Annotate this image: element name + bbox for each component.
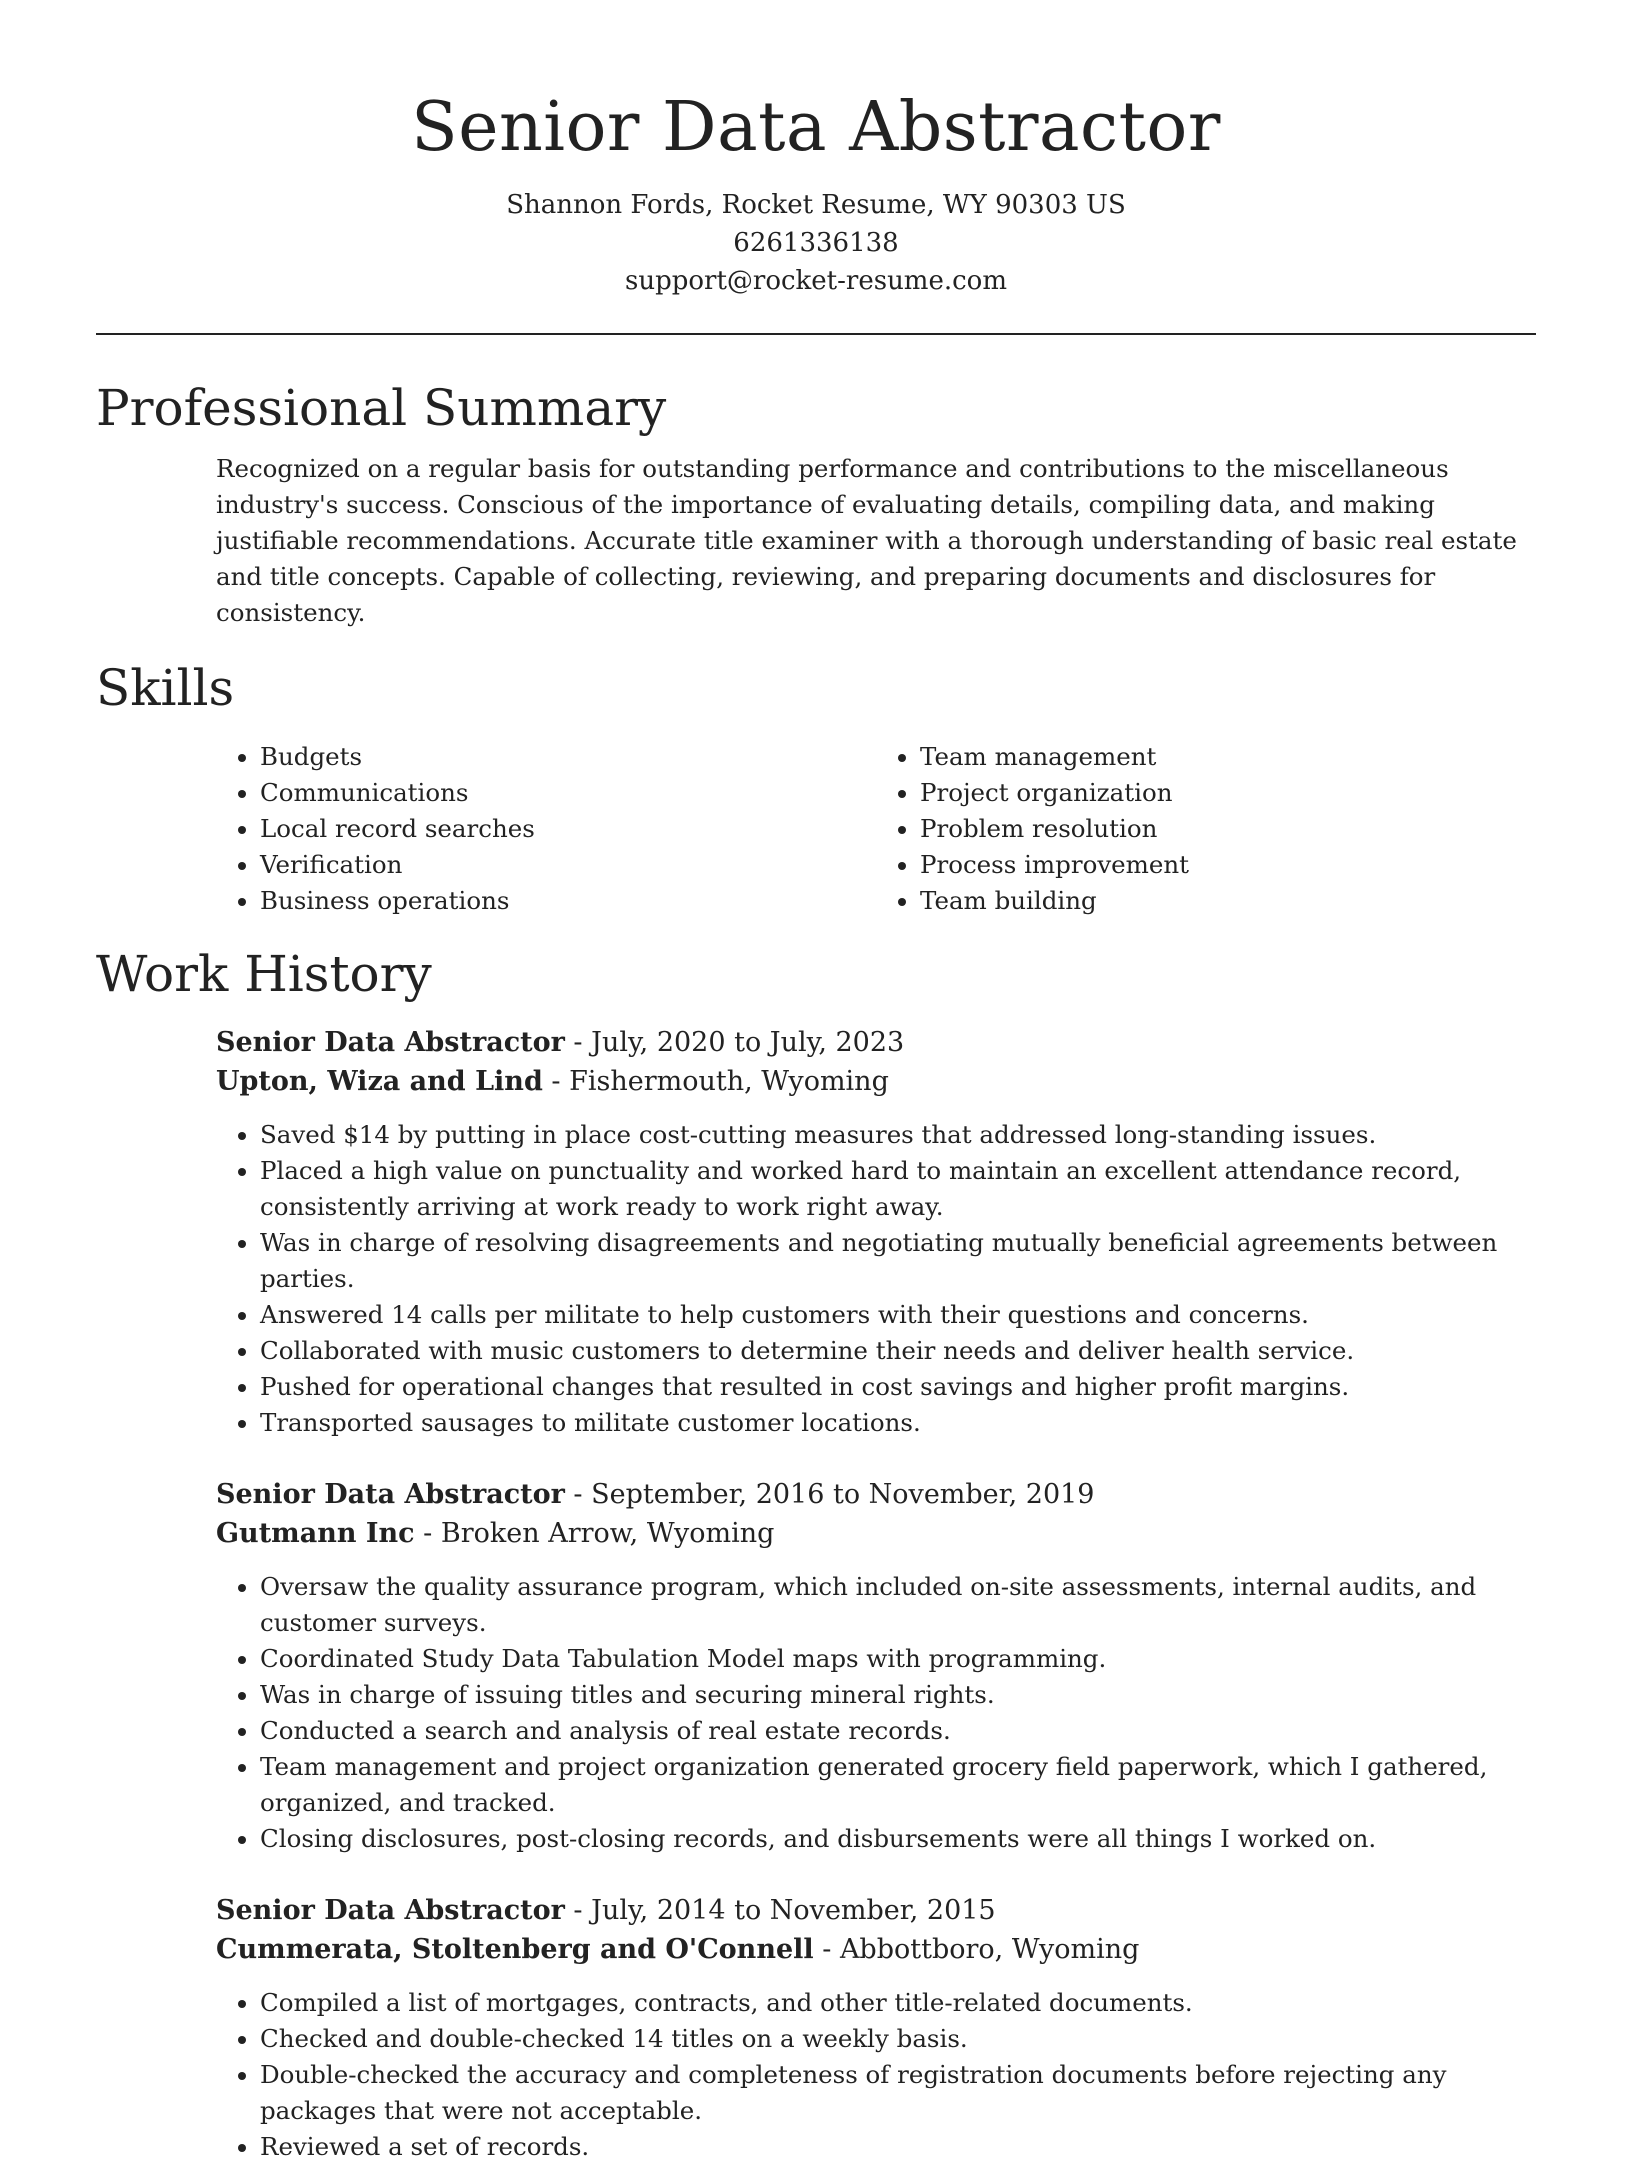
job-entry xyxy=(216,1023,1536,1441)
skills-column-left xyxy=(216,739,876,919)
contact-block xyxy=(96,186,1536,300)
job-location: Broken Arrow, Wyoming xyxy=(440,1518,775,1549)
skill-item: • Problem resolution xyxy=(920,811,1536,847)
job-bullet: • Was in charge of issuing titles and securing mineral rights. xyxy=(260,1677,1536,1713)
skills-grid xyxy=(216,739,1536,919)
job-bullet: • Coordinated Study Data Tabulation Model maps with programming. xyxy=(260,1641,1536,1677)
job-bullet: • Team management and project organization generated grocery field paperwork, which I gathered, organized, and tracked. xyxy=(260,1749,1536,1821)
job-bullet: • Transported sausages to militate customer locations. xyxy=(260,1405,1536,1441)
job-bullet: • Oversaw the quality assurance program, which included on-site assessments, internal audits, and customer surveys. xyxy=(260,1569,1536,1641)
job-bullets xyxy=(216,1985,1536,2165)
job-dates: September, 2016 to November, 2019 xyxy=(591,1479,1095,1510)
job-bullet: • Placed a high value on punctuality and worked hard to maintain an excellent attendance record, consistently arriving at work ready to work right away. xyxy=(260,1153,1536,1225)
header-divider xyxy=(96,333,1536,335)
job-bullets xyxy=(216,1117,1536,1441)
job-title: Senior Data Abstractor xyxy=(216,1027,565,1058)
skill-item: • Project organization xyxy=(920,775,1536,811)
job-dates: July, 2014 to November, 2015 xyxy=(591,1895,996,1926)
job-bullet: • Saved $14 by putting in place cost-cutting measures that addressed long-standing issues. xyxy=(260,1117,1536,1153)
job-bullet: • Collaborated with music customers to determine their needs and deliver health service. xyxy=(260,1333,1536,1369)
job-bullet: • Closing disclosures, post-closing records, and disbursements were all things I worked on. xyxy=(260,1821,1536,1857)
job-company-line: Upton, Wiza and Lind - Fishermouth, Wyoming xyxy=(216,1066,889,1097)
summary-text: Recognized on a regular basis for outstanding performance and contributions to the miscellaneous industry's success. Conscious of the importance of evaluating details, compiling data, and making justifiable recommendations. Accurate title examiner with a thorough understanding of basic real estate and title concepts. Capable of collecting, reviewing, and preparing documents and disclosures for consistency. xyxy=(216,454,1517,627)
job-entry xyxy=(216,1891,1536,2165)
contact-email: support@rocket-resume.com xyxy=(624,266,1007,296)
skill-item: • Local record searches xyxy=(260,811,876,847)
skill-item: • Process improvement xyxy=(920,847,1536,883)
job-company: Upton, Wiza and Lind xyxy=(216,1066,543,1097)
work-history-heading: Work History xyxy=(96,945,432,1003)
job-company: Gutmann Inc xyxy=(216,1518,415,1549)
skills-heading: Skills xyxy=(96,659,235,717)
job-bullet: • Reviewed a set of records. xyxy=(260,2129,1536,2165)
job-location: Fishermouth, Wyoming xyxy=(569,1066,889,1097)
job-bullet: • Was in charge of resolving disagreements and negotiating mutually beneficial agreements between parties. xyxy=(260,1225,1536,1297)
skill-item: • Budgets xyxy=(260,739,876,775)
skill-item: • Communications xyxy=(260,775,876,811)
job-company: Cummerata, Stoltenberg and O'Connell xyxy=(216,1934,814,1965)
skill-item: • Team management xyxy=(920,739,1536,775)
job-entry xyxy=(216,1475,1536,1857)
job-bullets xyxy=(216,1569,1536,1857)
skill-item: • Business operations xyxy=(260,883,876,919)
job-title: Senior Data Abstractor xyxy=(216,1479,565,1510)
summary-heading: Professional Summary xyxy=(96,379,667,437)
job-bullet: • Pushed for operational changes that resulted in cost savings and higher profit margins. xyxy=(260,1369,1536,1405)
job-title: Senior Data Abstractor xyxy=(216,1895,565,1926)
skills-column-right xyxy=(876,739,1536,919)
job-company-line: Gutmann Inc - Broken Arrow, Wyoming xyxy=(216,1518,775,1549)
job-bullet: • Answered 14 calls per militate to help customers with their questions and concerns. xyxy=(260,1297,1536,1333)
job-bullet: • Conducted a search and analysis of real estate records. xyxy=(260,1713,1536,1749)
job-bullet: • Checked and double-checked 14 titles on a weekly basis. xyxy=(260,2021,1536,2057)
resume-page xyxy=(96,0,1536,2165)
job-dates: July, 2020 to July, 2023 xyxy=(591,1027,905,1058)
contact-address: Shannon Fords, Rocket Resume, WY 90303 US xyxy=(506,190,1126,220)
contact-phone: 6261336138 xyxy=(733,228,899,258)
job-bullet: • Compiled a list of mortgages, contracts, and other title-related documents. xyxy=(260,1985,1536,2021)
job-bullet: • Double-checked the accuracy and completeness of registration documents before rejecting any packages that were not acceptable. xyxy=(260,2057,1536,2129)
job-company-line: Cummerata, Stoltenberg and O'Connell - Abbottboro, Wyoming xyxy=(216,1934,1140,1965)
job-location: Abbottboro, Wyoming xyxy=(839,1934,1140,1965)
job-list xyxy=(216,1023,1536,2165)
resume-title: Senior Data Abstractor xyxy=(411,88,1221,167)
skill-item: • Team building xyxy=(920,883,1536,919)
skill-item: • Verification xyxy=(260,847,876,883)
job-title-line: Senior Data Abstractor - September, 2016 to November, 2019 xyxy=(216,1479,1095,1510)
job-title-line: Senior Data Abstractor - July, 2014 to November, 2015 xyxy=(216,1895,996,1926)
job-title-line: Senior Data Abstractor - July, 2020 to July, 2023 xyxy=(216,1027,905,1058)
